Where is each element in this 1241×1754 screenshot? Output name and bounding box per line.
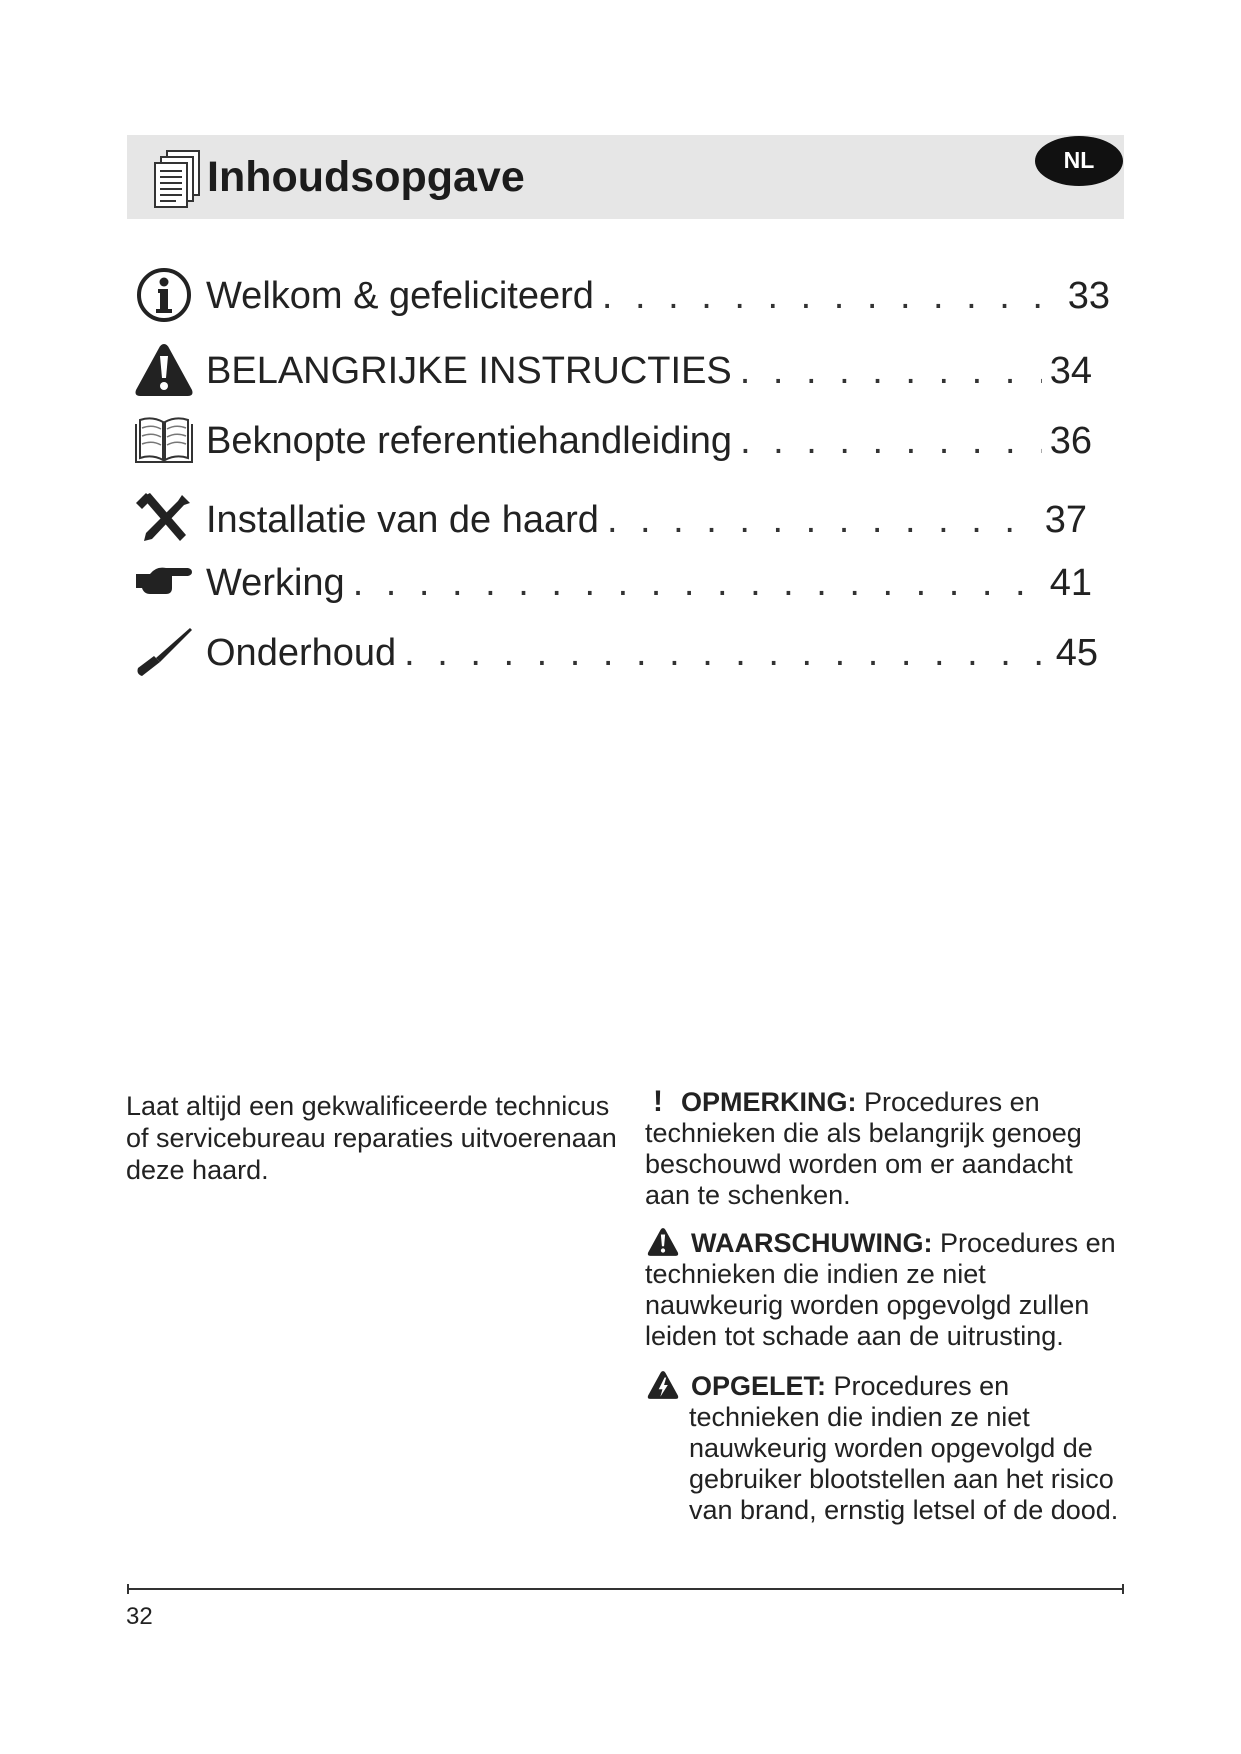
info-icon <box>132 265 196 325</box>
notice-keyword: OPGELET: <box>691 1371 827 1401</box>
toc-label: BELANGRIJKE INSTRUCTIES <box>206 350 732 392</box>
notice-text: Procedures en technieken die indien ze niet nauwkeurig worden opgevolgd zullen leiden tot schade aan de uitrusting. <box>645 1228 1116 1351</box>
toc-leader <box>607 499 1037 542</box>
toc-entry-werking[interactable] <box>130 552 1092 612</box>
toc-label: Installatie van de haard <box>206 499 599 541</box>
electric-shock-warning-icon <box>645 1369 681 1401</box>
pointing-hand-icon <box>132 552 196 612</box>
toc-leader <box>740 350 1042 393</box>
toc-label: Werking <box>206 562 345 604</box>
toc-page-number: 45 <box>1055 632 1098 674</box>
toc-label: Onderhoud <box>206 632 397 674</box>
toc-entry-welkom[interactable] <box>130 265 1110 325</box>
notice-text-first: Procedures en <box>833 1371 1010 1401</box>
document-pages-icon <box>151 149 203 209</box>
warning-icon <box>645 1226 681 1258</box>
toc-label: Beknopte referentiehandleiding <box>206 420 733 462</box>
toc-leader <box>404 632 1048 675</box>
warning-notice <box>645 1226 1125 1352</box>
toc-leader <box>602 275 1060 318</box>
footer-rule <box>127 1588 1124 1590</box>
tools-icon <box>132 489 196 549</box>
book-icon <box>132 410 196 470</box>
toc-page-number: 33 <box>1067 275 1110 317</box>
toc-leader <box>740 420 1042 463</box>
toc-entry-belangrijke-instructies[interactable] <box>130 340 1092 400</box>
toc-leader <box>353 562 1042 605</box>
exclamation-icon: ! <box>653 1085 663 1118</box>
language-badge: NL <box>1035 136 1123 186</box>
toc-page-number: 36 <box>1049 420 1092 462</box>
page-number: 32 <box>126 1603 153 1630</box>
screwdriver-icon <box>132 622 196 682</box>
toc-entry-installatie[interactable] <box>130 489 1087 549</box>
notice-text-rest: technieken die indien ze niet nauwkeurig worden opgevolgd de gebruiker blootstellen aan het risico van brand, ernstig letsel of de dood. <box>689 1402 1119 1525</box>
service-note: Laat altijd een gekwalificeerde technicus of servicebureau reparaties uitvoerenaan deze haard. <box>126 1091 617 1185</box>
toc-label: Welkom & gefeliciteerd <box>206 275 594 317</box>
note-notice <box>645 1086 1125 1211</box>
notice-text: Procedures en technieken die als belangrijk genoeg beschouwd worden om er aandacht aan te schenken. <box>645 1087 1082 1210</box>
contents-header <box>127 135 1124 219</box>
notice-keyword: WAARSCHUWING: <box>691 1228 933 1258</box>
toc-page-number: 37 <box>1044 499 1087 541</box>
notice-keyword: OPMERKING: <box>681 1087 857 1117</box>
toc-page-number: 41 <box>1049 562 1092 604</box>
toc-page-number: 34 <box>1049 350 1092 392</box>
page-title: Inhoudsopgave <box>207 153 525 201</box>
toc-entry-onderhoud[interactable] <box>130 622 1098 682</box>
warning-icon <box>132 340 196 400</box>
toc-entry-beknopte-referentiehandleiding[interactable] <box>130 410 1092 470</box>
caution-notice <box>645 1369 1125 1526</box>
